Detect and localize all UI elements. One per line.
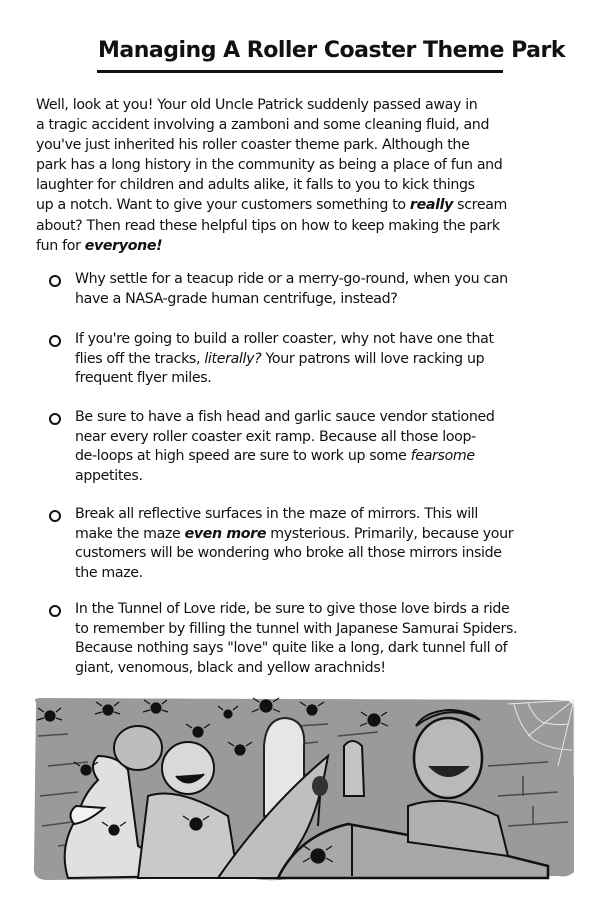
tip-line: [75, 447, 575, 467]
intro-line: park has a long history in the community as being a place of fun and: [36, 157, 503, 174]
microphone-icon: [312, 776, 328, 796]
circle-bullet-icon: [49, 510, 61, 522]
tip-text: [75, 330, 575, 389]
intro-text: fun for: [36, 237, 85, 254]
tip-text-segment: Your patrons will love racking up: [261, 350, 485, 367]
tip-line: [75, 525, 575, 545]
tip-line: [75, 350, 575, 370]
tip-line: giant, venomous, black and yellow arachnids!: [75, 659, 386, 676]
tip-text-segment: de-loops at high speed are sure to work up some: [75, 448, 411, 464]
intro-line: laughter for children and adults alike, it falls to you to kick things: [36, 177, 475, 194]
screaming-woman: [162, 742, 214, 794]
tip-line: customers will be wondering who broke all those mirrors inside: [75, 545, 502, 561]
circle-bullet-icon: [49, 605, 61, 617]
tip-line: to remember by filling the tunnel with Japanese Samurai Spiders.: [75, 620, 518, 637]
tip-line: In the Tunnel of Love ride, be sure to give those love birds a ride: [75, 601, 510, 617]
emphasis-really: really: [409, 197, 453, 214]
intro-text: up a notch. Want to give your customers something to: [36, 197, 410, 214]
host-raised-hand: [344, 741, 364, 796]
tip-text: [75, 505, 575, 583]
circle-bullet-icon: [49, 335, 61, 347]
tip-line: appetites.: [75, 467, 143, 484]
tip-text-segment: mysterious. Primarily, because your: [266, 525, 514, 542]
tip-line: the maze.: [75, 564, 143, 581]
tip-line: near every roller coaster exit ramp. Because all those loop-: [75, 428, 476, 445]
intro-paragraph: [36, 95, 566, 256]
tip-text-segment: make the maze: [75, 525, 185, 542]
tip-line: have a NASA-grade human centrifuge, instead?: [75, 290, 398, 307]
intro-line: about? Then read these helpful tips on how to keep making the park: [36, 217, 500, 234]
tip-text-segment: flies off the tracks,: [75, 350, 205, 367]
intro-line: a tragic accident involving a zamboni and some cleaning fluid, and: [36, 117, 490, 134]
intro-line: [36, 236, 566, 256]
emphasis-everyone: everyone!: [84, 237, 163, 254]
tip-line: Because nothing says "love" quite like a long, dark tunnel full of: [75, 640, 508, 656]
intro-line: Well, look at you! Your old Uncle Patrick suddenly passed away in: [36, 97, 478, 113]
tip-text: [75, 408, 575, 486]
intro-text: scream: [453, 197, 508, 214]
page-title: Managing A Roller Coaster Theme Park: [98, 38, 565, 63]
tip-line: frequent flyer miles.: [75, 370, 212, 386]
intro-line: you've just inherited his roller coaster theme park. Although the: [36, 137, 470, 154]
host-face: [414, 718, 482, 798]
emphasis-literally: literally?: [204, 350, 262, 367]
tip-text: [75, 270, 575, 309]
circle-bullet-icon: [49, 275, 61, 287]
intro-line: [36, 195, 566, 215]
emphasis-fearsome: fearsome: [410, 448, 475, 464]
circle-bullet-icon: [49, 413, 61, 425]
tip-line: Break all reflective surfaces in the maze of mirrors. This will: [75, 506, 478, 522]
emphasis-even-more: even more: [184, 525, 267, 542]
tip-text: [75, 600, 575, 678]
tip-line: Why settle for a teacup ride or a merry-go-round, when you can: [75, 271, 508, 287]
tunnel-of-love-illustration: [28, 696, 576, 886]
title-underline: [97, 70, 503, 73]
tip-line: Be sure to have a fish head and garlic sauce vendor stationed: [75, 409, 495, 425]
tip-line: If you're going to build a roller coaster, why not have one that: [75, 331, 494, 347]
frightened-man: [114, 726, 162, 770]
